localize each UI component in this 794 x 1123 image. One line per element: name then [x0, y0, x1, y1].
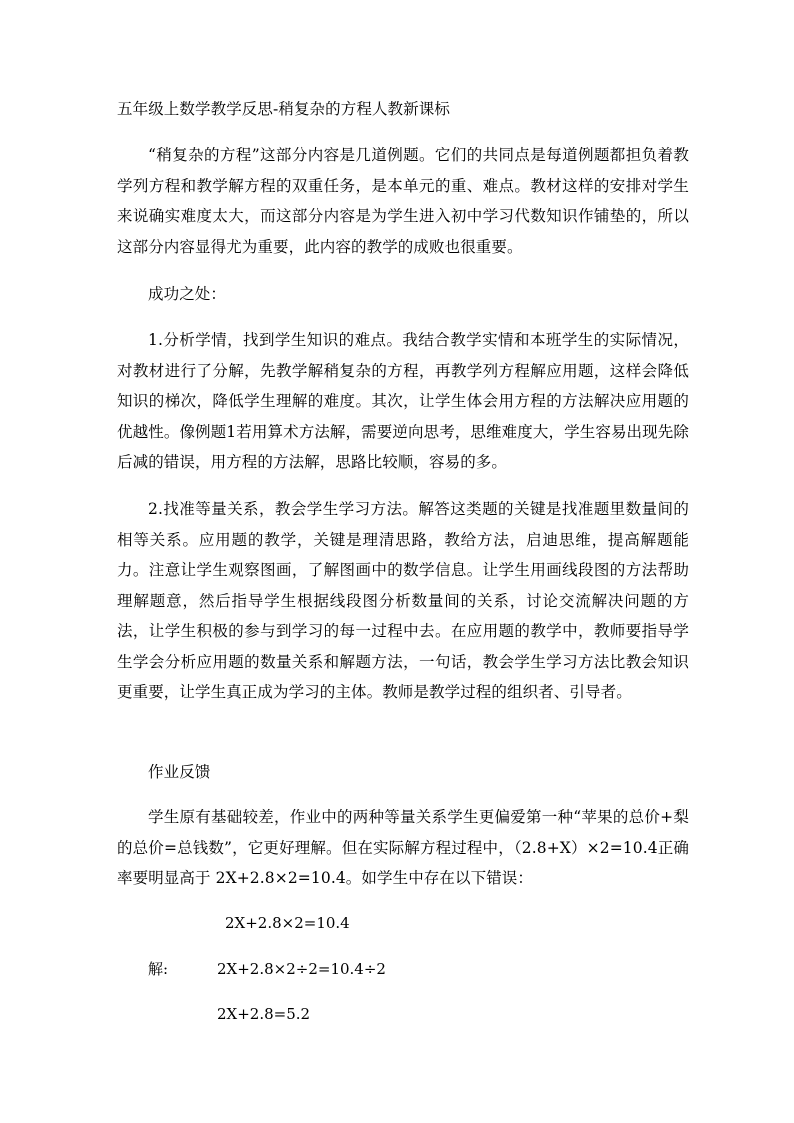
paragraph-intro: “稍复杂的方程”这部分内容是几道例题。它们的共同点是每道例题都担负着教学列方程和教学解方程的双重任务，是本单元的重、难点。教材这样的安排对学生来说确实难度太大，而这部分内容是为学生进入初中学习代数知识作铺垫的，所以这部分内容显得尤为重要，此内容的教学的成败也很重要。: [117, 146, 689, 256]
solution-step-1: 2X+2.8×2÷2=10.4÷2: [217, 960, 386, 978]
equation-line: 2X+2.8×2=10.4: [225, 914, 350, 932]
paragraph-point-2: 2.找准等量关系，教会学生学习方法。解答这类题的关键是找准题里数量间的相等关系。应用题的教学，关键是理清思路，教给方法，启迪思维，提高解题能力。注意让学生观察图画，了解图画中的数学信息。让学生用画线段图的方法帮助理解题意，然后指导学生根据线段图分析数量间的关系，讨论交流解决问题的方法，让学生积极的参与到学习的每一过程中去。在应用题的教学中，教师要指导学生学会分析应用题的数量关系和解题方法，一句话，教会学生学习方法比教会知识更重要，让学生真正成为学习的主体。教师是教学过程的组织者、引导者。: [117, 500, 689, 701]
paragraph-homework: 学生原有基础较差，作业中的两种等量关系学生更偏爱第一种“苹果的总价+梨的总价=总钱数”，它更好理解。但在实际解方程过程中，（2.8+X）×2=10.4正确率要明显高于 2X+2.8×2=10.4。如学生中存在以下错误：: [117, 808, 689, 887]
paragraph-point-1: 1.分析学情，找到学生知识的难点。我结合教学实情和本班学生的实际情况，对教材进行了分解，先教学解稍复杂的方程，再教学列方程解应用题，这样会降低知识的梯次，降低学生理解的难度。其次，让学生体会用方程的方法解决应用题的优越性。像例题1若用算术方法解，需要逆向思考，思维难度大，学生容易出现先除后减的错误，用方程的方法解，思路比较顺，容易的多。: [117, 331, 689, 471]
solve-label: 解:: [148, 960, 169, 978]
heading-success: 成功之处：: [148, 285, 227, 303]
solution-step-2: 2X+2.8=5.2: [217, 1005, 311, 1023]
heading-homework-feedback: 作业反馈: [148, 763, 211, 781]
document-title: 五年级上数学教学反思-稍复杂的方程人教新课标: [117, 100, 450, 118]
